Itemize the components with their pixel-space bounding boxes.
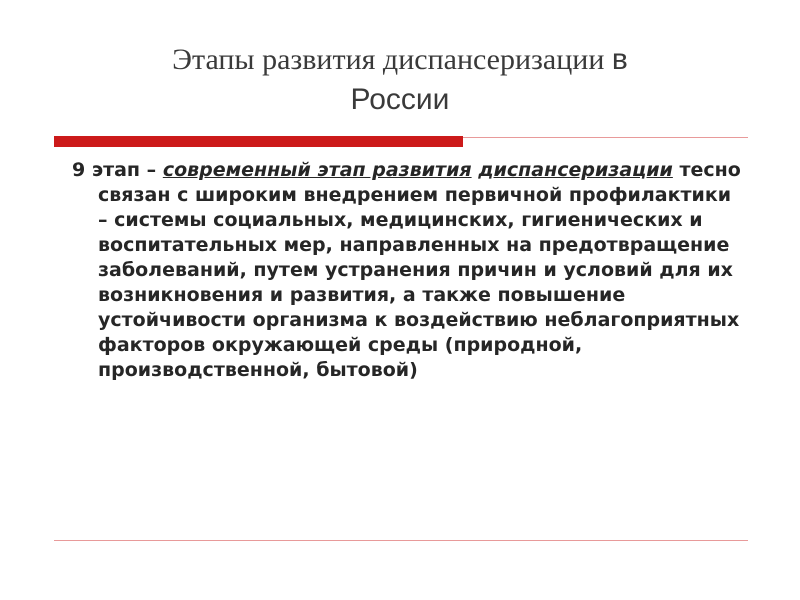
stage-description: тесно связан с широким внедрением первичной профилактики – системы социальных, медицинских, гигиенических и воспитательных мер, направленных на предотвращение заболеваний, путем устранения причин и условий для их возникновения и развития, а также повышение устойчивости организма к воздействию неблагоприятных факторов окружающей среды (природной, производственной, бытовой) — [98, 159, 741, 381]
title-main: Этапы развития диспансеризации — [172, 43, 605, 76]
title-line-2: России — [350, 83, 450, 116]
stage-emphasis: современный этап развития — [162, 159, 472, 181]
stage-emphasis-2: диспансеризации — [478, 159, 673, 181]
slide-title — [60, 40, 740, 120]
slide-body — [72, 158, 742, 383]
title-preposition: в — [611, 43, 628, 76]
accent-bar — [54, 136, 463, 147]
bottom-rule-line — [54, 540, 748, 541]
stage-label: 9 этап – — [72, 159, 157, 181]
